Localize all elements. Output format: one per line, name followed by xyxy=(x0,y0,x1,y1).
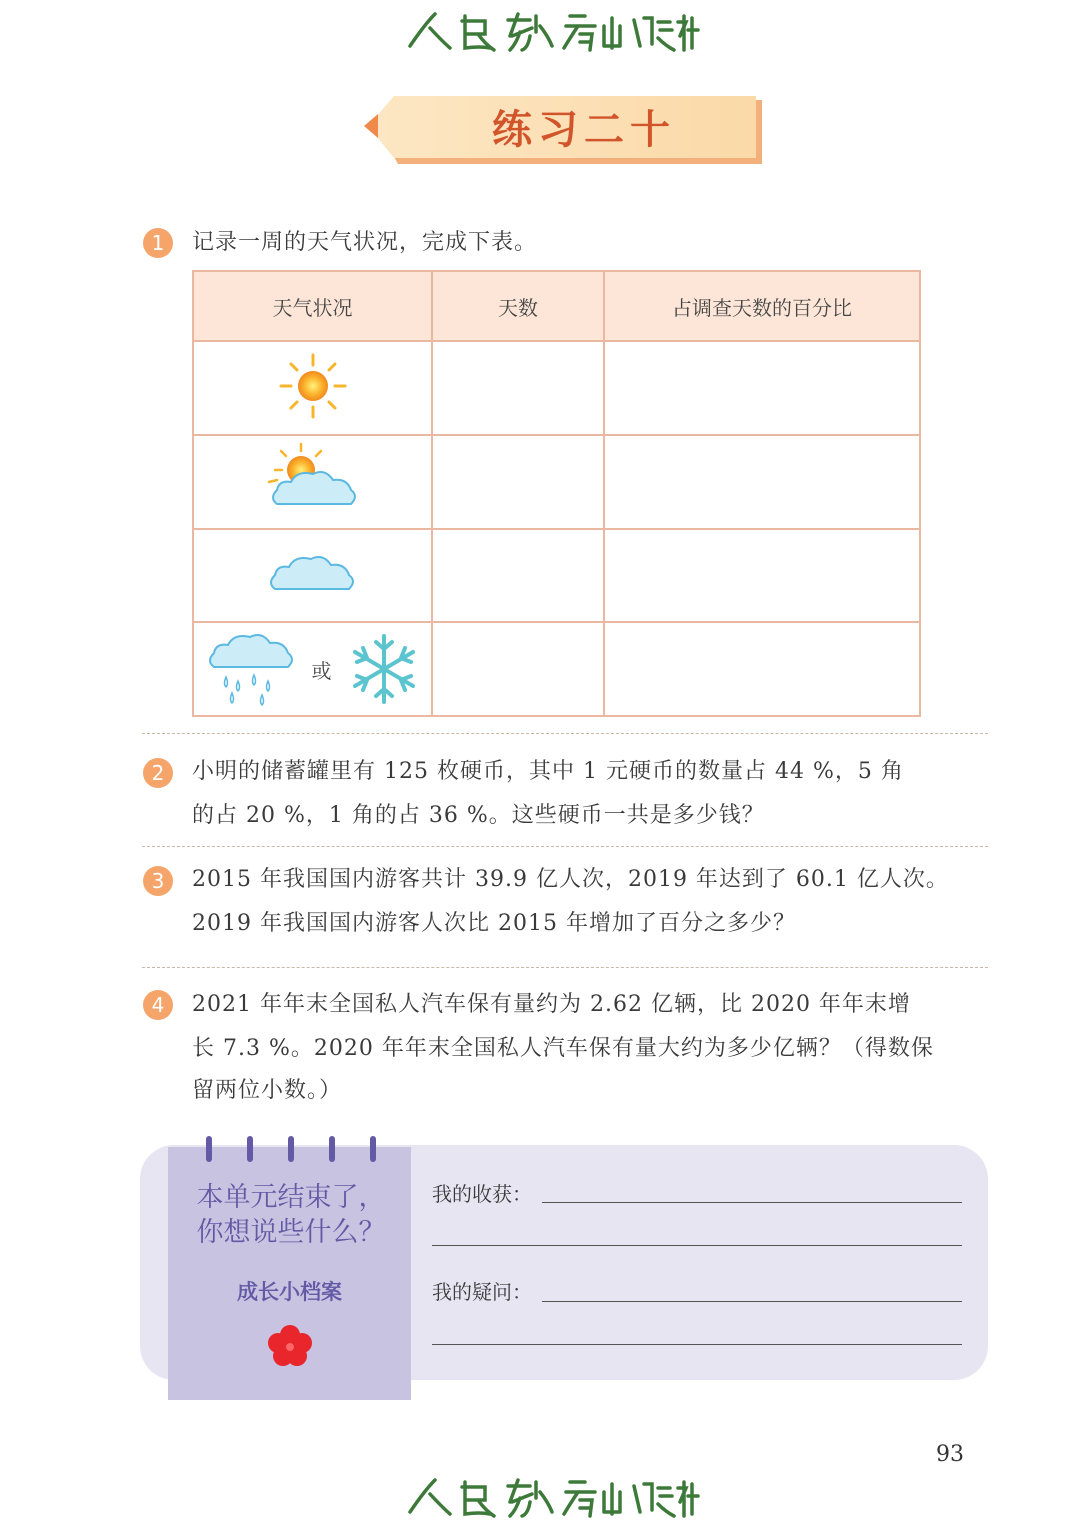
table-header-row xyxy=(193,271,920,341)
weather-table xyxy=(192,270,921,717)
snowflake-icon xyxy=(347,632,421,706)
sun-icon xyxy=(273,351,353,421)
exercise-title-banner xyxy=(364,96,762,164)
page-number: 93 xyxy=(936,1442,964,1467)
weather-cell xyxy=(193,622,432,716)
question-3-line-2: 2019 年我国国内游客人次比 2015 年增加了百分之多少？ xyxy=(192,911,796,936)
sun-behind-cloud-icon xyxy=(263,442,363,518)
binder-ring xyxy=(247,1136,253,1162)
question-3-line-1: 2015 年我国国内游客共计 39.9 亿人次，2019 年达到了 60.1 亿人次。 xyxy=(192,867,949,892)
divider xyxy=(142,846,988,847)
percentage-cell[interactable] xyxy=(604,435,920,529)
question-4-badge: 4 xyxy=(143,990,173,1020)
days-cell[interactable] xyxy=(432,622,604,716)
card-question-line-2: 你想说些什么？ xyxy=(196,1217,386,1248)
table-row xyxy=(193,529,920,623)
card-question xyxy=(180,1180,402,1250)
divider xyxy=(142,733,988,734)
publisher-watermark xyxy=(390,1472,700,1522)
question-2-line-1: 小明的储蓄罐里有 125 枚硬币，其中 1 元硬币的数量占 44 %，5 角 xyxy=(192,759,904,784)
question-line[interactable] xyxy=(542,1301,962,1302)
card-question-line-1: 本单元结束了， xyxy=(196,1182,386,1213)
question-4-line-1: 2021 年年末全国私人汽车保有量约为 2.62 亿辆，比 2020 年年末增 xyxy=(192,992,911,1017)
days-cell[interactable] xyxy=(432,341,604,435)
percentage-cell[interactable] xyxy=(604,341,920,435)
question-2-line-2: 的占 20 %，1 角的占 36 %。这些硬币一共是多少钱？ xyxy=(192,803,765,828)
table-row xyxy=(193,341,920,435)
binder-ring xyxy=(288,1136,294,1162)
percentage-cell[interactable] xyxy=(604,622,920,716)
question-1-badge: 1 xyxy=(143,228,173,258)
question-line[interactable] xyxy=(432,1344,962,1345)
header-percentage: 占调查天数的百分比 xyxy=(604,271,920,341)
card-title: 成长小档案 xyxy=(237,1280,342,1304)
question-1-text: 记录一周的天气状况，完成下表。 xyxy=(192,230,538,255)
gain-line[interactable] xyxy=(542,1202,962,1203)
publisher-watermark xyxy=(390,6,700,56)
table-row xyxy=(193,435,920,529)
weather-cell xyxy=(193,529,432,623)
gain-label: 我的收获： xyxy=(432,1182,532,1206)
question-4-line-2: 长 7.3 %。2020 年年末全国私人汽车保有量大约为多少亿辆？（得数保 xyxy=(192,1036,934,1061)
weather-cell xyxy=(193,435,432,529)
binder-ring xyxy=(206,1136,212,1162)
percentage-cell[interactable] xyxy=(604,529,920,623)
header-days: 天数 xyxy=(432,271,604,341)
binder-ring xyxy=(370,1136,376,1162)
days-cell[interactable] xyxy=(432,435,604,529)
weather-cell xyxy=(193,341,432,435)
question-4-line-3: 留两位小数。） xyxy=(192,1078,343,1103)
question-3-badge: 3 xyxy=(143,866,173,896)
gain-line[interactable] xyxy=(432,1245,962,1246)
exercise-title: 练习二十 xyxy=(492,106,676,153)
flower-icon xyxy=(268,1325,312,1367)
binder-ring xyxy=(329,1136,335,1162)
divider xyxy=(142,967,988,968)
days-cell[interactable] xyxy=(432,529,604,623)
header-weather: 天气状况 xyxy=(193,271,432,341)
table-row xyxy=(193,622,920,716)
or-text: 或 xyxy=(311,658,332,683)
rain-cloud-icon xyxy=(204,629,296,709)
question-label: 我的疑问： xyxy=(432,1280,532,1304)
question-2-badge: 2 xyxy=(143,758,173,788)
cloud-icon xyxy=(265,549,361,599)
